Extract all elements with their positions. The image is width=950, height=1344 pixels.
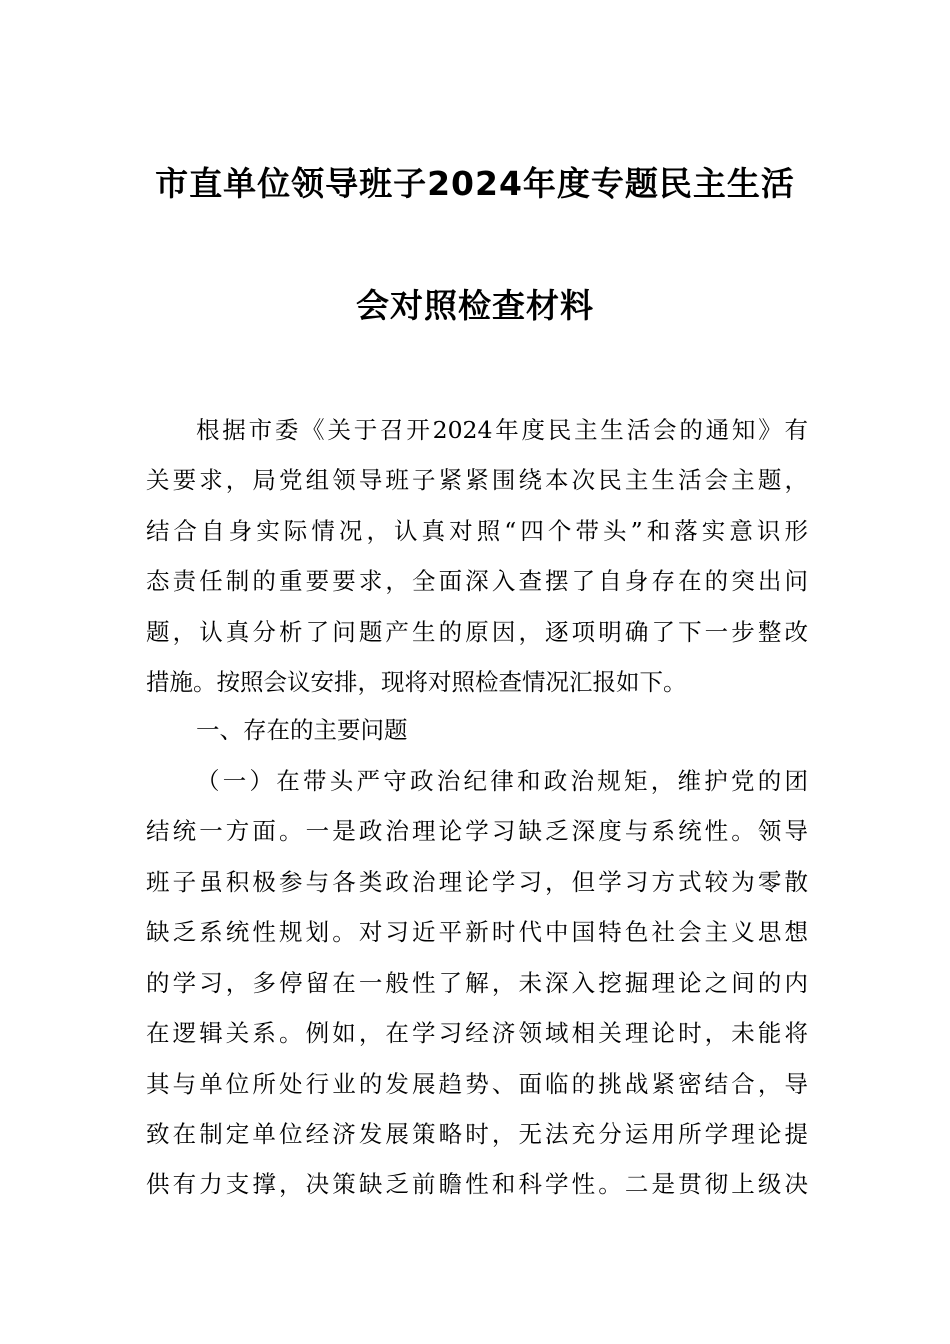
paragraph-line: 结合自身实际情况，认真对照“四个带头”和落实意识形 <box>146 517 808 545</box>
paragraph-line: 供有力支撑，决策缺乏前瞻性和科学性。二是贯彻上级决 <box>146 1170 808 1198</box>
paragraph-line: 结统一方面。一是政治理论学习缺乏深度与系统性。领导 <box>146 817 808 845</box>
paragraph-line: 根据市委《关于召开2024年度民主生活会的通知》有 <box>196 416 808 444</box>
document-title-line-2: 会对照检查材料 <box>356 286 594 325</box>
paragraph-line: 态责任制的重要要求，全面深入查摆了自身存在的突出问 <box>146 567 808 595</box>
paragraph-line: 措施。按照会议安排，现将对照检查情况汇报如下。 <box>146 668 687 696</box>
document-title-line-1: 市直单位领导班子2024年度专题民主生活 <box>155 164 795 203</box>
paragraph-line: 在逻辑关系。例如，在学习经济领域相关理论时，未能将 <box>146 1019 808 1047</box>
paragraph-line: （一）在带头严守政治纪律和政治规矩，维护党的团 <box>196 767 808 795</box>
paragraph-line: 缺乏系统性规划。对习近平新时代中国特色社会主义思想 <box>146 918 808 946</box>
paragraph-line: 题，认真分析了问题产生的原因，逐项明确了下一步整改 <box>146 618 808 646</box>
paragraph-line: 关要求，局党组领导班子紧紧围绕本次民主生活会主题， <box>146 466 808 494</box>
paragraph-line: 致在制定单位经济发展策略时，无法充分运用所学理论提 <box>146 1120 808 1148</box>
paragraph-line: 的学习，多停留在一般性了解，未深入挖掘理论之间的内 <box>146 969 808 997</box>
section-heading: 一、存在的主要问题 <box>196 716 408 744</box>
paragraph-line: 其与单位所处行业的发展趋势、面临的挑战紧密结合，导 <box>146 1070 808 1098</box>
paragraph-line: 班子虽积极参与各类政治理论学习，但学习方式较为零散 <box>146 868 808 896</box>
